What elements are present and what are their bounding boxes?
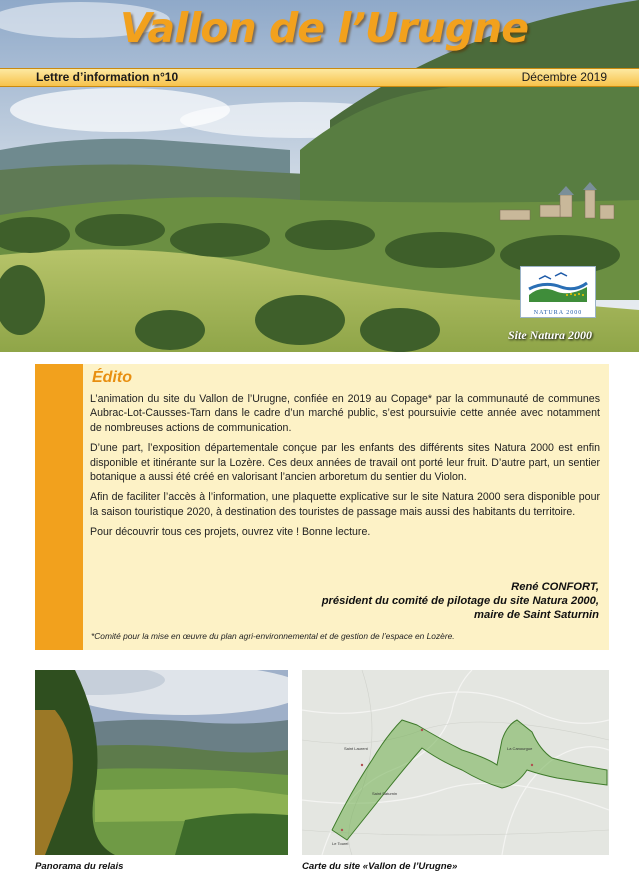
- site-natura-caption: Site Natura 2000: [508, 328, 593, 342]
- issue-number: Lettre d’information n°10: [36, 70, 179, 84]
- edito-body: [90, 392, 600, 546]
- map-label: Le Tourel: [332, 841, 349, 846]
- site-map: [302, 670, 609, 855]
- edito-signature: [322, 580, 599, 622]
- panorama-caption: Panorama du relais: [35, 861, 124, 872]
- signature-role-mayor: maire de Saint Saturnin: [474, 609, 599, 621]
- edito-title: Édito: [92, 369, 132, 386]
- issue-banner: [0, 68, 639, 87]
- logo-text: NATURA 2000: [533, 310, 583, 316]
- map-label: La Canourgue: [507, 746, 533, 751]
- natura-2000-emblem-icon: [521, 267, 595, 307]
- newsletter-title: Vallon de l’Urugne: [120, 4, 529, 52]
- site-map-illustration: [302, 670, 609, 855]
- edito-paragraph: L’animation du site du Vallon de l’Urugne, confiée en 2019 au Copage* par la communauté de communes Aubrac-Lot-Causses-Tarn dans le cadre d’un marché public, s’est poursuivie cette année avec notamment de nombreuses actions de communication.: [90, 393, 600, 434]
- natura-2000-logo: [520, 266, 596, 318]
- panorama-illustration: [35, 670, 288, 855]
- map-label: Saint Saturnin: [372, 791, 398, 796]
- edito-paragraph: Pour découvrir tous ces projets, ouvrez vite ! Bonne lecture.: [90, 526, 371, 539]
- edito-footnote: *Comité pour la mise en œuvre du plan agri-environnemental et de gestion de l’espace en Lozère.: [91, 631, 455, 641]
- issue-date: Décembre 2019: [521, 70, 607, 84]
- edito-accent-bar: [35, 364, 83, 650]
- map-label: Saint Laurent: [344, 746, 368, 751]
- edito-paragraph: D’une part, l’exposition départementale conçue par les enfants des différents sites Natura 2000 est enfin disponible et itinérante sur la Lozère. Ces deux années de travail ont porté leur fruit. D’autre part, un sentier botanique a aussi été créé en valorisant l’ancien arboretum du sentier du Violon.: [90, 442, 600, 484]
- signature-role: président du comité de pilotage du site Natura 2000,: [321, 595, 599, 607]
- panorama-photo: [35, 670, 288, 855]
- edito-paragraph: Afin de faciliter l’accès à l’information, une plaquette explicative sur le site Natura 2000 sera disponible pour la saison touristique 2020, à destination des touristes de passage mais aussi des habitants du territoire.: [90, 491, 600, 518]
- signature-name: René CONFORT,: [511, 581, 599, 593]
- map-caption: Carte du site «Vallon de l’Urugne»: [302, 861, 458, 872]
